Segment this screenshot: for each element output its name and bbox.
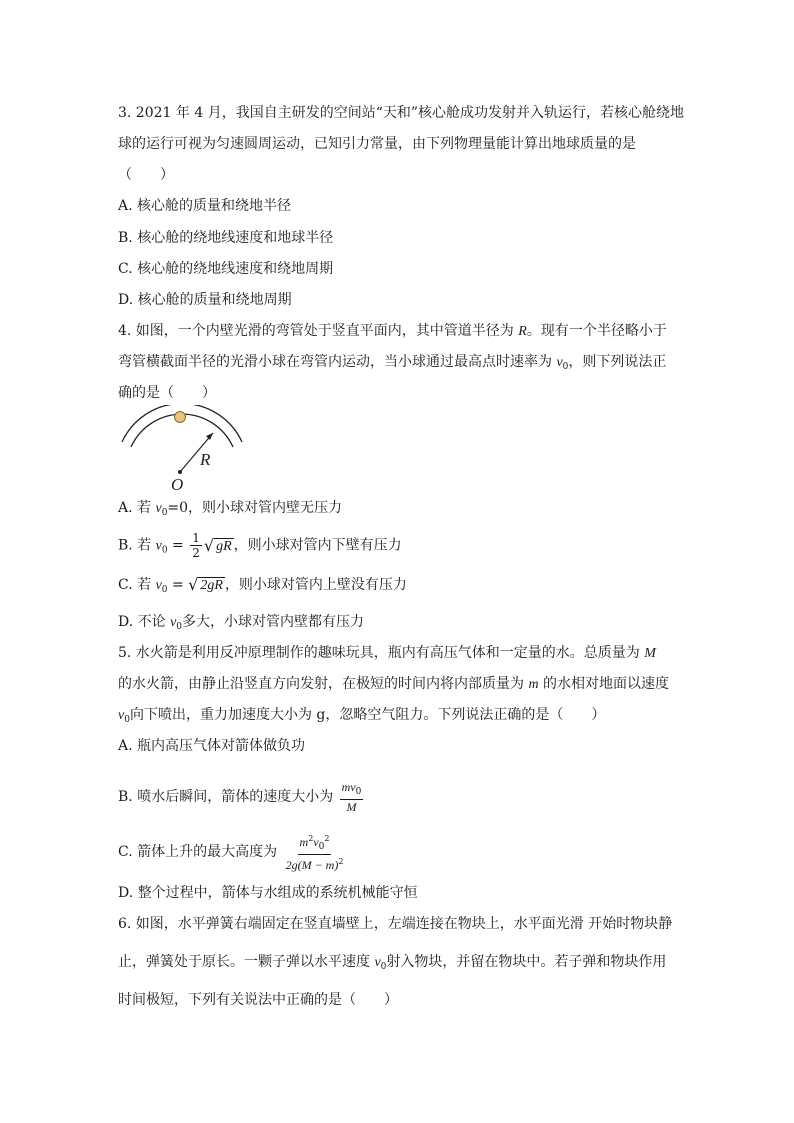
radius-label: R (200, 450, 211, 469)
q4-option-a: A. 若 $v_0=0$，则小球对管内壁无压力 (118, 500, 343, 518)
sqrt-gr: √ gR (203, 535, 232, 555)
q4-option-c: C. 若 $v_0$ = √ 2gR ，则小球对管内上壁没有压力 (118, 575, 407, 595)
q3-option-c: C. 核心舱的绕地线速度和绕地周期 (118, 261, 334, 277)
fraction-mv0-over-m: $\frac{mv_0}{M}$ (341, 780, 362, 814)
q5-stem-line3: $v_0$向下喷出，重力加速度大小为 g，忽略空气阻力。下列说法正确的是（ ） (118, 707, 606, 725)
q3-option-d: D. 核心舱的质量和绕地周期 (118, 292, 292, 308)
q3-stem-line1: 3. 2021 年 4 月，我国自主研发的空间站“天和”核心舱成功发射并入轨运行，若核心舱绕地 (118, 105, 685, 121)
q4-stem-line2: 弯管横截面半径的光滑小球在弯管内运动，当小球通过最高点时速率为 $v_0$，则下列说法正 (118, 354, 667, 372)
q3-option-b: B. 核心舱的绕地线速度和地球半径 (118, 230, 334, 246)
q5-option-a: A. 瓶内高压气体对箭体做负功 (118, 738, 306, 754)
q4-option-b: B. 若 $v_0$ = $\frac{1}{2}$ √ gR ，则小球对管内下壁有压力 (118, 531, 402, 560)
q6-stem-line2: 止，弹簧处于原长。一颗子弹以水平速度 $v_0$射入物块，并留在物块中。若子弹和物块作用 (118, 954, 667, 972)
sqrt-2gr: √ 2gR (188, 575, 223, 594)
q6-stem-line1: 6. 如图，水平弹簧右端固定在竖直墙壁上，左端连接在物块上，水平面光滑 开始时物块静 (118, 916, 673, 932)
ball (175, 412, 186, 423)
fraction-one-half: $\frac{1}{2}$ (192, 531, 200, 560)
tube-outer-wall (122, 405, 242, 442)
center-label: O (171, 475, 184, 493)
q5-option-d: D. 整个过程中，箭体与水组成的系统机械能守恒 (118, 885, 418, 901)
q5-stem-line1: 5. 水火箭是利用反冲原理制作的趣味玩具，瓶内有高压气体和一定量的水。总质量为 M (118, 645, 656, 661)
q3-stem-line2: 球的运行可视为匀速圆周运动，已知引力常量，由下列物理量能计算出地球质量的是 (118, 136, 636, 152)
q5-option-b: B. 喷水后瞬间，箭体的速度大小为 $\frac{mv_0}{M}$ (118, 780, 362, 814)
q4-option-d: D. 不论 $v_0$多大，小球对管内壁都有压力 (118, 614, 365, 632)
radius-arrowhead (206, 433, 213, 440)
q3-answer-paren: （ ） (118, 167, 174, 183)
fraction-max-height: $\frac{m^2v_0^2}{2g(M - m)^2}$ (285, 834, 344, 872)
q6-stem-line3: 时间极短，下列有关说法中正确的是（ ） (118, 992, 398, 1008)
curved-tube-figure (118, 405, 248, 493)
q3-option-a: A. 核心舱的质量和绕地半径 (118, 198, 292, 214)
q5-option-c: C. 箭体上升的最大高度为 $\frac{m^2v_0^2}{2g(M - m)^2}$ (118, 834, 344, 872)
center-point (178, 470, 182, 474)
q4-stem-line1: 4. 如图，一个内壁光滑的弯管处于竖直平面内，其中管道半径为 R。现有一个半径略小于 (118, 323, 667, 339)
q4-stem-line3: 确的是（ ） (118, 385, 216, 401)
q5-stem-line2: 的水火箭，由静止沿竖直方向发射，在极短的时间内将内部质量为 m 的水相对地面以速度 (118, 676, 670, 692)
